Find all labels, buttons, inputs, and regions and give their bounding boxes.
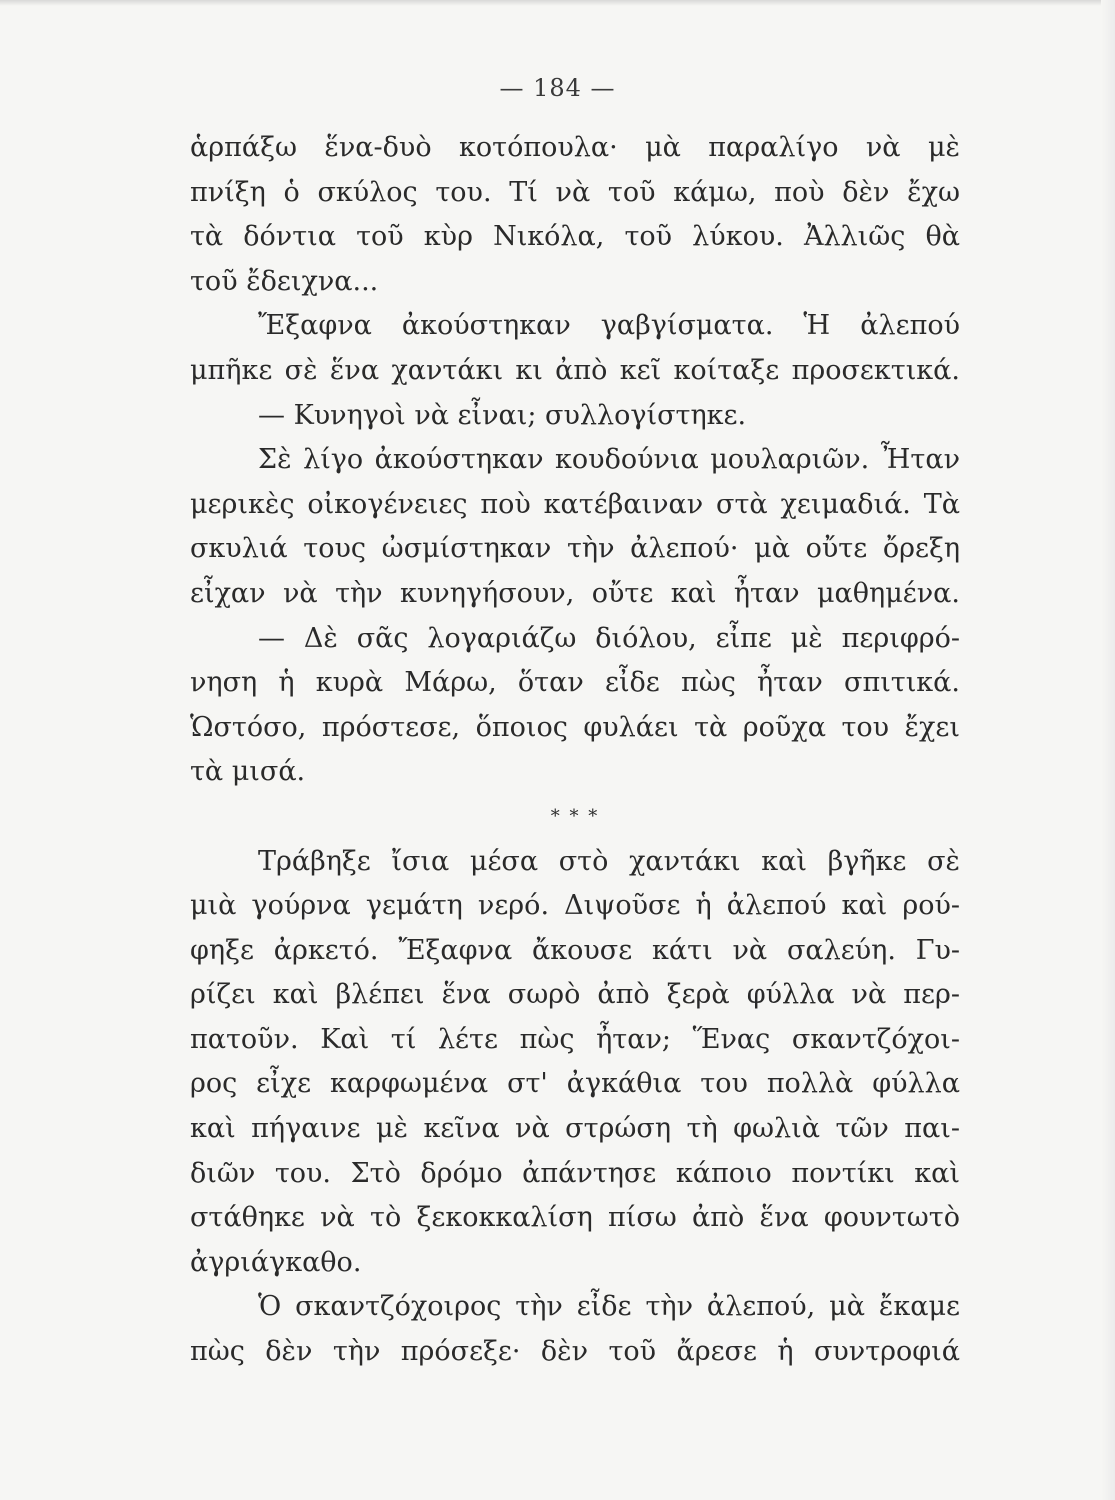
- text-line: — Κυνηγοὶ νὰ εἶναι; συλλογίστηκε.: [258, 399, 747, 431]
- text-line: σκυλιά τους ὠσμίστηκαν τὴν ἀλεπού· μὰ οὔτε ὄρεξη: [190, 533, 960, 565]
- text-line: τοῦ ἔδειχνα...: [190, 265, 379, 297]
- text-line: στάθηκε νὰ τὸ ξεκοκκαλίση πίσω ἀπὸ ἕνα φουντωτὸ: [190, 1202, 960, 1234]
- text-line: Σὲ λίγο ἀκούστηκαν κουδούνια μουλαριῶν. Ἦταν: [258, 444, 960, 476]
- text-line: — Δὲ σᾶς λογαριάζω διόλου, εἶπε μὲ περιφρό-: [258, 622, 960, 654]
- page-right-edge: [1101, 0, 1115, 1500]
- text-line: Ὡστόσο, πρόστεσε, ὅποιος φυλάει τὰ ροῦχα του ἔχει: [190, 711, 960, 743]
- text-line: εἶχαν νὰ τὴν κυνηγήσουν, οὔτε καὶ ἦταν μαθημένα.: [190, 577, 960, 609]
- text-line: Τράβηξε ἴσια μέσα στὸ χαντάκι καὶ βγῆκε σὲ: [258, 845, 960, 877]
- text-line: νηση ἡ κυρὰ Μάρω, ὅταν εἶδε πὼς ἦταν σπιτικά.: [190, 667, 960, 699]
- text-line: Ὁ σκαντζόχοιρος τὴν εἶδε τὴν ἀλεπού, μὰ ἔκαμε: [258, 1291, 960, 1323]
- text-line: ρίζει καὶ βλέπει ἕνα σωρὸ ἀπὸ ξερὰ φύλλα νὰ περ-: [190, 979, 960, 1011]
- text-line: τὰ δόντια τοῦ κὺρ Νικόλα, τοῦ λύκου. Ἀλλιῶς θὰ: [190, 221, 960, 253]
- page-top-edge: [0, 0, 1115, 6]
- text-line: μιὰ γούρνα γεμάτη νερό. Διψοῦσε ἡ ἀλεπού καὶ ρού-: [190, 890, 960, 922]
- text-line: τὰ μισά.: [190, 756, 306, 788]
- page-number: — 184 —: [499, 74, 616, 102]
- text-line: φηξε ἀρκετό. Ἔξαφνα ἄκουσε κάτι νὰ σαλεύη. Γυ-: [190, 934, 960, 966]
- text-line: πὼς δὲν τὴν πρόσεξε· δὲν τοῦ ἄρεσε ἡ συντροφιά: [190, 1336, 960, 1368]
- section-break: * * *: [550, 805, 600, 827]
- text-line: καὶ πήγαινε μὲ κεῖνα νὰ στρώση τὴ φωλιὰ τῶν παι-: [190, 1113, 960, 1145]
- text-line: πνίξη ὁ σκύλος του. Τί νὰ τοῦ κάμω, ποὺ δὲν ἔχω: [190, 176, 960, 208]
- text-line: μερικὲς οἰκογένειες ποὺ κατέβαιναν στὰ χειμαδιά. Τὰ: [190, 488, 960, 520]
- body-text: [190, 126, 960, 1375]
- text-line: Ἔξαφνα ἀκούστηκαν γαβγίσματα. Ἡ ἀλεπού: [258, 310, 960, 342]
- text-line: ἁρπάξω ἕνα-δυὸ κοτόπουλα· μὰ παραλίγο νὰ μὲ: [190, 132, 960, 163]
- text-line: ἀγριάγκαθο.: [190, 1246, 362, 1278]
- text-line: ρος εἶχε καρφωμένα στ' ἀγκάθια του πολλὰ φύλλα: [190, 1068, 960, 1100]
- text-line: μπῆκε σὲ ἕνα χαντάκι κι ἀπὸ κεῖ κοίταξε προσεκτικά.: [190, 354, 960, 386]
- text-line: πατοῦν. Καὶ τί λέτε πὼς ἦταν; Ἕνας σκαντζόχοι-: [190, 1023, 960, 1055]
- text-line: διῶν του. Στὸ δρόμο ἀπάντησε κάποιο ποντίκι καὶ: [190, 1157, 960, 1189]
